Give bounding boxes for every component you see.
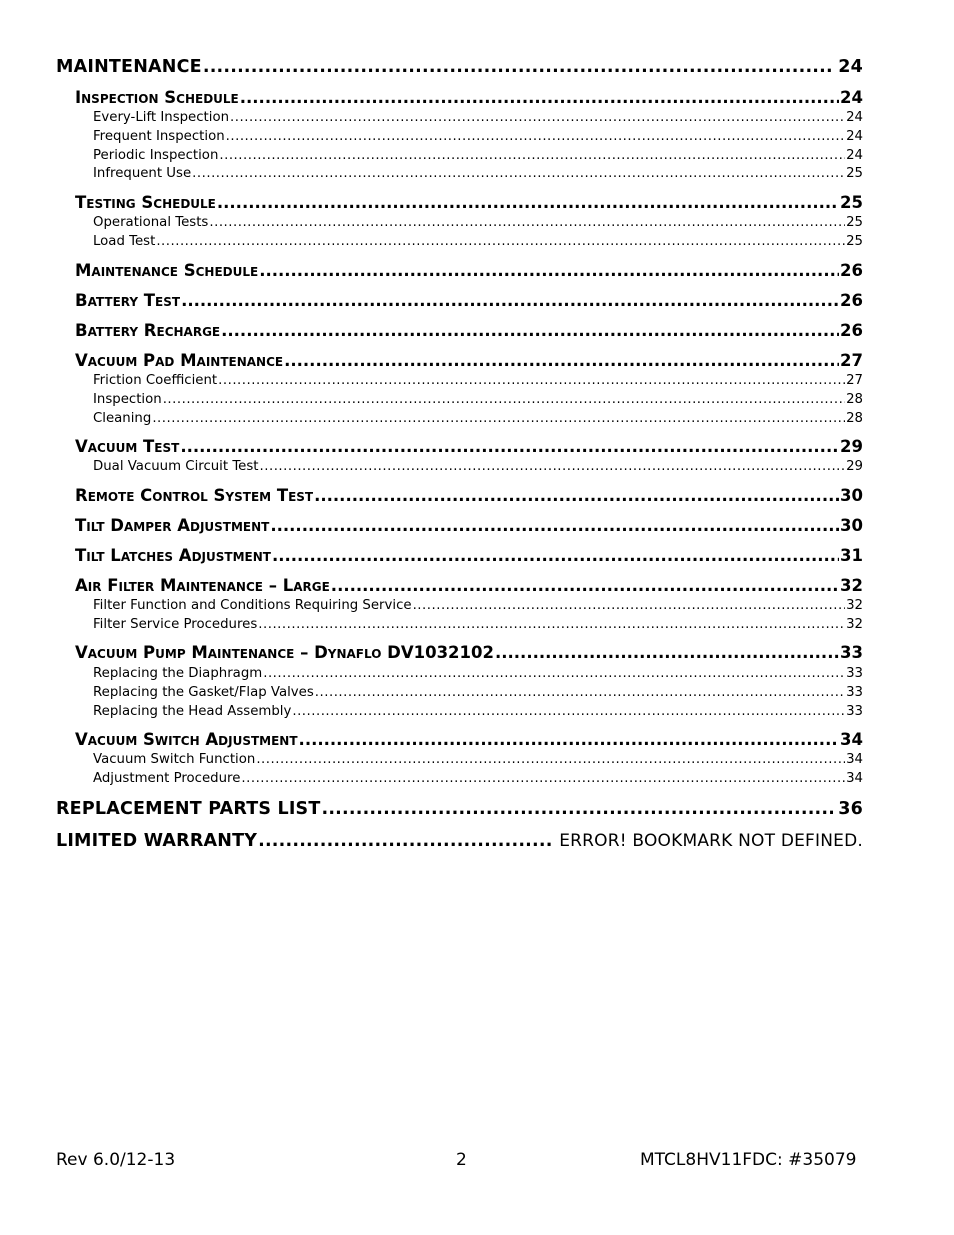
toc-entry-title: REPLACEMENT PARTS LIST <box>56 799 321 819</box>
toc-entry[interactable] <box>93 148 863 163</box>
toc-entry-page: 30 <box>840 516 863 535</box>
toc-entry-page: 33 <box>846 666 863 681</box>
toc-entry-title: Frequent Inspection <box>93 129 225 144</box>
toc-dot-leader <box>180 437 839 456</box>
toc-entry-title: Vacuum Pump Maintenance – Dynaflo DV1032102 <box>75 643 494 662</box>
toc-entry-page: 33 <box>840 643 863 662</box>
toc-entry-page: 29 <box>846 459 863 474</box>
toc-dot-leader <box>299 730 839 749</box>
toc-entry[interactable] <box>93 459 863 474</box>
toc-dot-leader <box>219 148 845 163</box>
toc-entry-title: Friction Coefficient <box>93 373 218 388</box>
toc-entry-page: 24 <box>846 129 863 144</box>
toc-entry[interactable] <box>75 193 863 212</box>
toc-dot-leader <box>209 215 845 230</box>
toc-entry-title: Vacuum Pad Maintenance <box>75 351 284 370</box>
toc-entry-page: 26 <box>840 261 863 280</box>
toc-entry-title: Cleaning <box>93 411 152 426</box>
toc-entry-page: 25 <box>840 193 863 212</box>
toc-dot-leader <box>230 110 845 125</box>
toc-dot-leader <box>203 57 833 77</box>
toc-entry-page: 24 <box>838 57 863 77</box>
toc-dot-leader <box>221 321 839 340</box>
toc-entry[interactable] <box>75 437 863 456</box>
toc-dot-leader <box>218 373 845 388</box>
toc-dot-leader <box>226 129 845 144</box>
toc-dot-leader <box>331 576 839 595</box>
toc-entry[interactable] <box>56 831 863 851</box>
toc-entry[interactable] <box>75 261 863 280</box>
toc-entry-page: 32 <box>840 576 863 595</box>
toc-entry-page: 28 <box>846 392 863 407</box>
toc-entry[interactable] <box>56 57 863 77</box>
toc-entry[interactable] <box>93 666 863 681</box>
toc-entry-page: 24 <box>846 148 863 163</box>
toc-entry[interactable] <box>75 546 863 565</box>
toc-entry-title: Air Filter Maintenance – Large <box>75 576 330 595</box>
toc-entry[interactable] <box>93 685 863 700</box>
toc-entry[interactable] <box>75 486 863 505</box>
toc-entry-page: 31 <box>840 546 863 565</box>
toc-entry-title: Filter Service Procedures <box>93 617 258 632</box>
toc-entry-error: ERROR! BOOKMARK NOT DEFINED. <box>559 831 863 851</box>
toc-dot-leader <box>256 752 845 767</box>
toc-entry-page: 34 <box>840 730 863 749</box>
toc-entry-title: Remote Control System Test <box>75 486 314 505</box>
toc-dot-leader <box>181 291 839 310</box>
toc-entry-title: Filter Function and Conditions Requiring Service <box>93 598 412 613</box>
toc-entry[interactable] <box>75 730 863 749</box>
toc-entry[interactable] <box>93 771 863 786</box>
toc-entry-page: 27 <box>846 373 863 388</box>
toc-dot-leader <box>270 516 839 535</box>
toc-dot-leader <box>495 643 839 662</box>
toc-entry[interactable] <box>93 215 863 230</box>
toc-entry-page: 26 <box>840 291 863 310</box>
toc-entry[interactable] <box>93 752 863 767</box>
toc-entry[interactable] <box>93 598 863 613</box>
toc-entry-title: Load Test <box>93 234 156 249</box>
toc-entry[interactable] <box>56 799 863 819</box>
toc-entry-page: 33 <box>846 685 863 700</box>
toc-entry-page: 26 <box>840 321 863 340</box>
toc-entry-title: Dual Vacuum Circuit Test <box>93 459 259 474</box>
toc-entry-title: Vacuum Switch Adjustment <box>75 730 298 749</box>
toc-dot-leader <box>192 166 845 181</box>
toc-entry-title: Periodic Inspection <box>93 148 219 163</box>
toc-entry[interactable] <box>93 617 863 632</box>
toc-dot-leader <box>240 88 839 107</box>
toc-entry-page: 25 <box>846 166 863 181</box>
toc-dot-leader <box>272 546 839 565</box>
toc-entry-title: Infrequent Use <box>93 166 192 181</box>
toc-entry-page: 25 <box>846 234 863 249</box>
toc-entry-page: 34 <box>846 752 863 767</box>
toc-entry[interactable] <box>93 234 863 249</box>
toc-entry[interactable] <box>75 516 863 535</box>
toc-entry-title: Tilt Latches Adjustment <box>75 546 271 565</box>
toc-dot-leader <box>258 831 552 851</box>
toc-entry-title: Replacing the Diaphragm <box>93 666 263 681</box>
toc-dot-leader <box>152 411 845 426</box>
toc-entry-page: 32 <box>846 598 863 613</box>
footer-doc-id: MTCL8HV11FDC: #35079 <box>640 1150 857 1170</box>
toc-dot-leader <box>258 617 845 632</box>
toc-entry[interactable] <box>93 373 863 388</box>
toc-entry-page: 24 <box>846 110 863 125</box>
toc-entry-title: Operational Tests <box>93 215 209 230</box>
toc-dot-leader <box>284 351 839 370</box>
toc-entry-page: 24 <box>840 88 863 107</box>
toc-entry-title: Vacuum Switch Function <box>93 752 256 767</box>
toc-entry[interactable] <box>93 411 863 426</box>
toc-dot-leader <box>156 234 845 249</box>
toc-entry-title: Battery Test <box>75 291 181 310</box>
toc-entry[interactable] <box>75 88 863 107</box>
toc-entry-page: 33 <box>846 704 863 719</box>
toc-dot-leader <box>263 666 845 681</box>
toc-dot-leader <box>163 392 845 407</box>
toc-entry-title: MAINTENANCE <box>56 57 202 77</box>
toc-entry-title: Inspection <box>93 392 162 407</box>
toc-entry-title: Vacuum Test <box>75 437 180 456</box>
toc-dot-leader <box>259 261 839 280</box>
toc-entry[interactable] <box>75 643 863 662</box>
footer-revision: Rev 6.0/12-13 <box>56 1150 176 1170</box>
toc-entry-page: 36 <box>838 799 863 819</box>
toc-entry-title: Adjustment Procedure <box>93 771 241 786</box>
toc-entry-title: Inspection Schedule <box>75 88 239 107</box>
toc-dot-leader <box>292 704 845 719</box>
toc-entry-title: Tilt Damper Adjustment <box>75 516 270 535</box>
toc-entry-page: 27 <box>840 351 863 370</box>
toc-entry-title: Battery Recharge <box>75 321 221 340</box>
toc-entry[interactable] <box>93 392 863 407</box>
toc-entry[interactable] <box>93 129 863 144</box>
toc-dot-leader <box>260 459 846 474</box>
toc-entry[interactable] <box>75 291 863 310</box>
toc-dot-leader <box>315 685 845 700</box>
toc-dot-leader <box>321 799 833 819</box>
toc-entry-title: LIMITED WARRANTY <box>56 831 258 851</box>
toc-entry-page: 34 <box>846 771 863 786</box>
toc-entry[interactable] <box>75 351 863 370</box>
toc-entry[interactable] <box>93 166 863 181</box>
toc-entry-title: Maintenance Schedule <box>75 261 259 280</box>
toc-entry[interactable] <box>75 576 863 595</box>
toc-entry-page: 32 <box>846 617 863 632</box>
toc-dot-leader <box>241 771 845 786</box>
toc-entry-page: 28 <box>846 411 863 426</box>
toc-dot-leader <box>413 598 846 613</box>
toc-dot-leader <box>314 486 839 505</box>
toc-entry[interactable] <box>93 704 863 719</box>
toc-entry-title: Replacing the Head Assembly <box>93 704 292 719</box>
toc-entry-page: 29 <box>840 437 863 456</box>
toc-entry-page: 25 <box>846 215 863 230</box>
toc-dot-leader <box>217 193 839 212</box>
toc-entry-title: Every-Lift Inspection <box>93 110 230 125</box>
toc-entry-title: Testing Schedule <box>75 193 216 212</box>
toc-entry-title: Replacing the Gasket/Flap Valves <box>93 685 314 700</box>
toc-entry[interactable] <box>75 321 863 340</box>
toc-entry[interactable] <box>93 110 863 125</box>
toc-entry-page: 30 <box>840 486 863 505</box>
footer-page-number: 2 <box>456 1150 467 1170</box>
